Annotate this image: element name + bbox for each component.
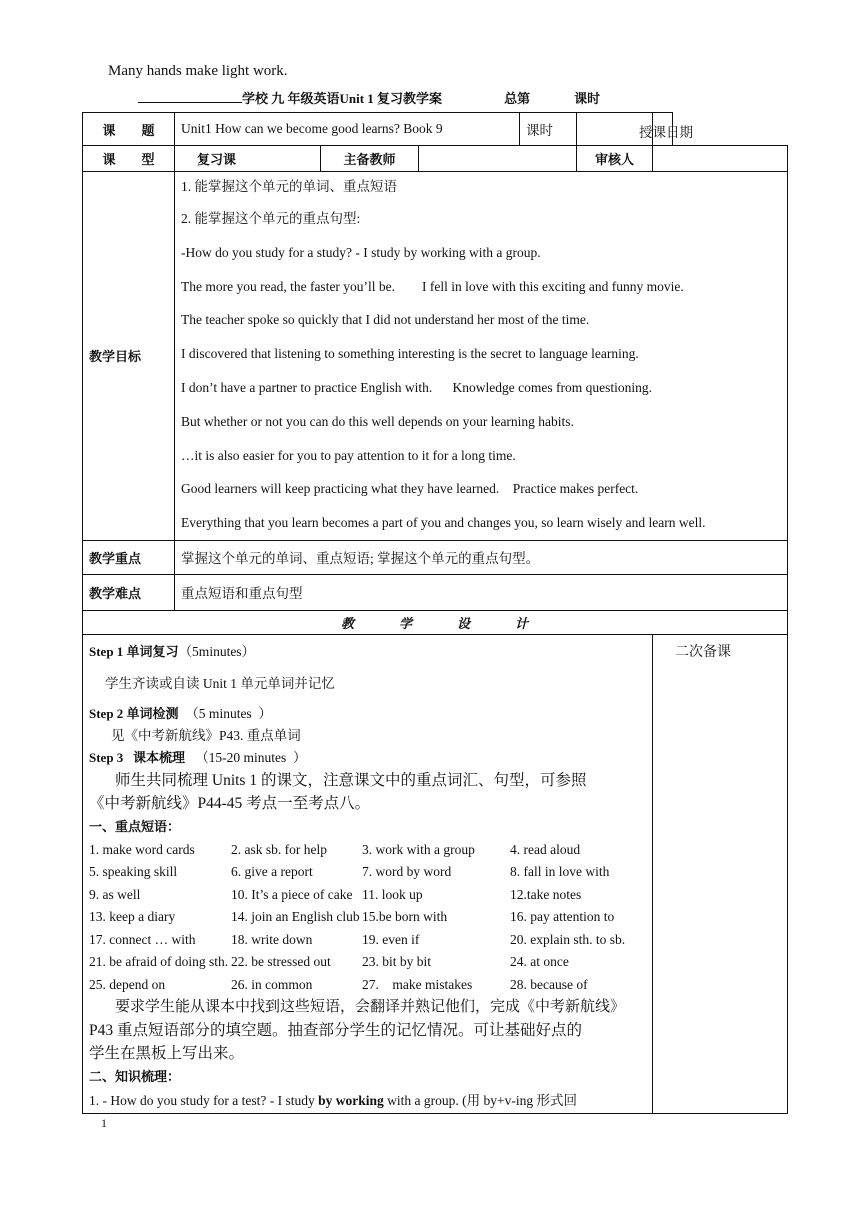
goal-line: …it is also easier for you to pay attention to it for a long time.	[181, 447, 516, 463]
phrase-item: 8. fall in love with	[510, 864, 610, 880]
phrase-row	[89, 839, 646, 862]
step2-time: （5 minutes ）	[178, 705, 272, 721]
step2-title: Step 2 单词检测	[89, 705, 179, 721]
difficulty-value: 重点短语和重点句型	[175, 574, 788, 610]
phrase-item: 5. speaking skill	[89, 864, 178, 880]
goal-line: I don’t have a partner to practice English with. Knowledge comes from questioning.	[181, 379, 653, 395]
step3-text-2: 《中考新航线》P44-45 考点一至考点八。	[89, 794, 371, 812]
page-number: 1	[101, 1116, 107, 1130]
phrase-item: 19. even if	[362, 931, 420, 947]
step3-text-1: 师生共同梳理 Units 1 的课文，注意课文中的重点词汇、句型，可参照	[115, 771, 587, 789]
phrase-item: 27. make mistakes	[362, 976, 473, 992]
phrase-item: 22. be stressed out	[231, 954, 331, 970]
goal-line: The teacher spoke so quickly that I did not understand her most of the time.	[181, 312, 590, 328]
phrase-item: 21. be afraid of doing sth.	[89, 954, 229, 970]
difficulty-label: 教学难点	[83, 574, 175, 610]
document-headline	[138, 88, 600, 107]
side-note: 二次备课	[675, 644, 731, 660]
key-points-label: 教学重点	[83, 540, 175, 574]
requirement-line-1: 要求学生能从课本中找到这些短语，会翻译并熟记他们，完成《中考新航线》	[115, 999, 626, 1016]
date-label: 授课日期	[653, 113, 673, 146]
goals-label: 教学目标	[83, 172, 175, 541]
phrase-item: 16. pay attention to	[510, 909, 615, 925]
goal-line: The more you read, the faster you’ll be. I fell in love with this exciting and funny movie.	[181, 278, 684, 294]
phrase-item: 24. at once	[510, 954, 569, 970]
goal-line: Everything that you learn becomes a part of you and changes you, so learn wisely and learn well.	[181, 515, 706, 531]
goal-line: But whether or not you can do this well depends on your learning habits.	[181, 413, 574, 429]
step3-title: Step 3 课本梳理	[89, 749, 186, 765]
hours-label: 课时	[520, 113, 577, 146]
phrase-item: 23. bit by bit	[362, 954, 432, 970]
headline-title: 学校 九 年级英语Unit 1 复习教学案	[242, 91, 443, 106]
requirement-line-3: 学生在黑板上写出来。	[89, 1045, 245, 1063]
phrase-item: 18. write down	[231, 931, 313, 947]
phrase-item: 13. keep a diary	[89, 909, 176, 925]
teacher-value	[419, 146, 577, 172]
phrase-item: 2. ask sb. for help	[231, 841, 327, 857]
goal-line: Good learners will keep practicing what they have learned. Practice makes perfect.	[181, 481, 639, 497]
phrase-item: 10. It’s a piece of cake	[231, 886, 353, 902]
phrase-row	[89, 974, 646, 997]
goals-content	[175, 172, 788, 541]
step3-time: （15-20 minutes ）	[185, 749, 307, 765]
topic-value: Unit1 How can we become good learns? Book 9	[175, 113, 520, 146]
phrase-item: 20. explain sth. to sb.	[510, 931, 626, 947]
phrase-item: 17. connect … with	[89, 931, 196, 947]
phrase-item: 9. as well	[89, 886, 141, 902]
phrase-row	[89, 929, 646, 952]
knowledge-title: 二、知识梳理：	[89, 1069, 181, 1085]
phrase-row	[89, 884, 646, 907]
phrases-title: 一、重点短语：	[89, 818, 181, 834]
design-title: 教 学 设 计	[83, 610, 788, 634]
type-label: 课 型	[83, 146, 175, 172]
phrase-item: 12.take notes	[510, 886, 582, 902]
key-points-value: 掌握这个单元的单词、重点短语; 掌握这个单元的重点句型。	[175, 540, 788, 574]
phrase-row	[89, 906, 646, 929]
reviewer-label: 审核人	[577, 146, 653, 172]
school-blank	[138, 90, 242, 103]
reviewer-value	[653, 146, 788, 172]
lesson-plan-table	[82, 112, 788, 1114]
requirement-line-2: P43 重点短语部分的填空题。抽查部分学生的记忆情况。可让基础好点的	[89, 1022, 582, 1040]
teacher-label: 主备教师	[321, 146, 419, 172]
phrase-item: 11. look up	[362, 886, 423, 902]
design-content	[83, 634, 653, 1114]
step1-time: （5minutes）	[178, 643, 256, 659]
side-note-cell	[653, 634, 788, 1114]
topic-label: 课 题	[83, 113, 175, 146]
phrase-item: 6. give a report	[231, 864, 313, 880]
goal-line: I discovered that listening to something interesting is the secret to language learning.	[181, 346, 639, 362]
phrase-item: 28. because of	[510, 976, 588, 992]
goal-line: -How do you study for a study? - I study by working with a group.	[181, 244, 541, 260]
phrase-item: 15.be born with	[362, 909, 448, 925]
step2-text: 见《中考新航线》P43. 重点单词	[111, 727, 301, 743]
step1-title: Step 1 单词复习	[89, 643, 179, 659]
goal-line: 1. 能掌握这个单元的单词、重点短语	[181, 179, 397, 194]
goal-line: 2. 能掌握这个单元的重点句型:	[181, 211, 361, 226]
phrase-item: 3. work with a group	[362, 841, 475, 857]
knowledge-item-1: 1. - How do you study for a test? - I study by working with a group. (用 by+v-ing 形式回	[89, 1093, 577, 1109]
phrase-item: 7. word by word	[362, 864, 452, 880]
phrase-item: 14. join an English club	[231, 909, 360, 925]
phrase-row	[89, 951, 646, 974]
motto: Many hands make light work.	[108, 63, 288, 79]
headline-period: 课时	[574, 91, 601, 106]
phrase-item: 26. in common	[231, 976, 313, 992]
headline-total: 总第	[504, 91, 531, 106]
phrase-item: 1. make word cards	[89, 841, 195, 857]
phrase-item: 25. depend on	[89, 976, 166, 992]
step1-text: 学生齐读或自读 Unit 1 单元单词并记忆	[105, 675, 335, 691]
type-value: 复习课	[175, 146, 321, 172]
phrase-item: 4. read aloud	[510, 841, 581, 857]
phrase-list	[89, 839, 646, 997]
phrase-row	[89, 861, 646, 884]
